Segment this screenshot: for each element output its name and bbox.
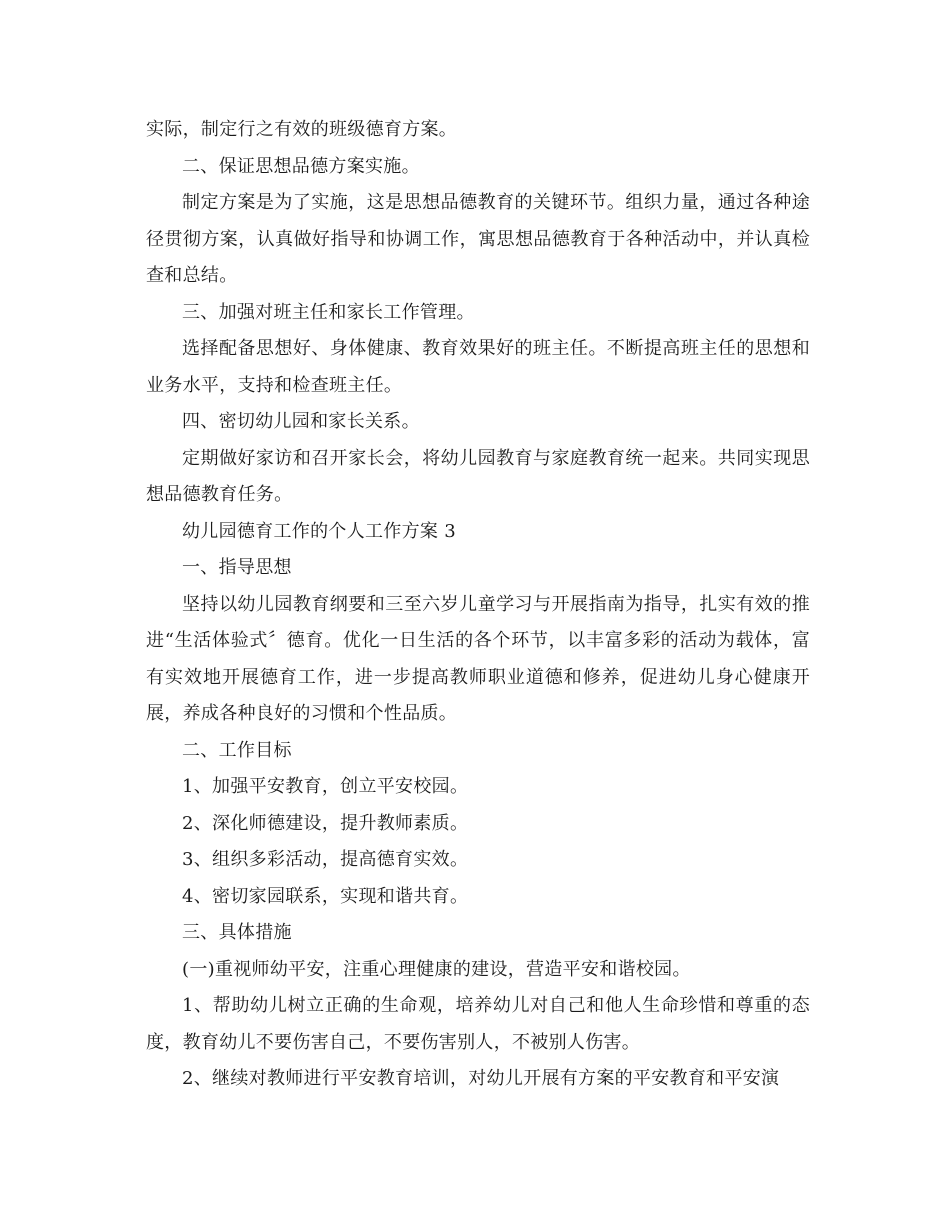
paragraph-1: 实际，制定行之有效的班级德育方案。 bbox=[146, 119, 458, 140]
paragraph-3: 制定方案是为了实施，这是思想品德教育的关键环节。组织力量，通过各种途径贯彻方案，认真做好指导和协调工作，寓思想品德教育于各种活动中，并认真检查和总结。 bbox=[146, 192, 810, 286]
paragraph-10: 坚持以幼儿园教育纲要和三至六岁儿童学习与开展指南为指导，扎实有效的推进“生活体验式〞德育。优化一日生活的各个环节，以丰富多彩的活动为载体，富有实效地开展德育工作，进一步提高教师职业道德和修养，促进幼儿身心健康开展，养成各种良好的习惯和个性品质。 bbox=[146, 593, 810, 724]
heading-2-ensure-plan: 二、保证思想品德方案实施。 bbox=[182, 155, 420, 177]
measure-subheading-1: (一)重视师幼平安，注重心理健康的建设，营造平安和谐校园。 bbox=[182, 958, 691, 980]
measure-item-1: 1、帮助幼儿树立正确的生命观，培养幼儿对自己和他人生命珍惜和尊重的态度，教育幼儿不要伤害自己，不要伤害别人，不被别人伤害。 bbox=[146, 995, 810, 1053]
paragraph-7: 定期做好家访和召开家长会，将幼儿园教育与家庭教育统一起来。共同实现思想品德教育任务。 bbox=[146, 447, 810, 505]
heading-3-management: 三、加强对班主任和家长工作管理。 bbox=[182, 301, 475, 323]
heading-work-goals: 二、工作目标 bbox=[182, 739, 292, 761]
paragraph-5: 选择配备思想好、身体健康、教育效果好的班主任。不断提高班主任的思想和业务水平，支持和检查班主任。 bbox=[146, 338, 810, 396]
section-title-plan-3: 幼儿园德育工作的个人工作方案 3 bbox=[182, 520, 456, 542]
goal-item-2: 2、深化师德建设，提升教师素质。 bbox=[182, 812, 469, 834]
heading-specific-measures: 三、具体措施 bbox=[182, 922, 292, 943]
heading-4-relations: 四、密切幼儿园和家长关系。 bbox=[182, 411, 420, 432]
goal-item-1: 1、加强平安教育，创立平安校园。 bbox=[182, 776, 469, 797]
measure-item-2: 2、继续对教师进行平安教育培训，对幼儿开展有方案的平安教育和平安演 bbox=[182, 1068, 780, 1089]
goal-item-3: 3、组织多彩活动，提高德育实效。 bbox=[182, 849, 469, 870]
heading-guiding-thought: 一、指导思想 bbox=[182, 557, 292, 578]
goal-item-4: 4、密切家园联系，实现和谐共育。 bbox=[182, 885, 469, 907]
